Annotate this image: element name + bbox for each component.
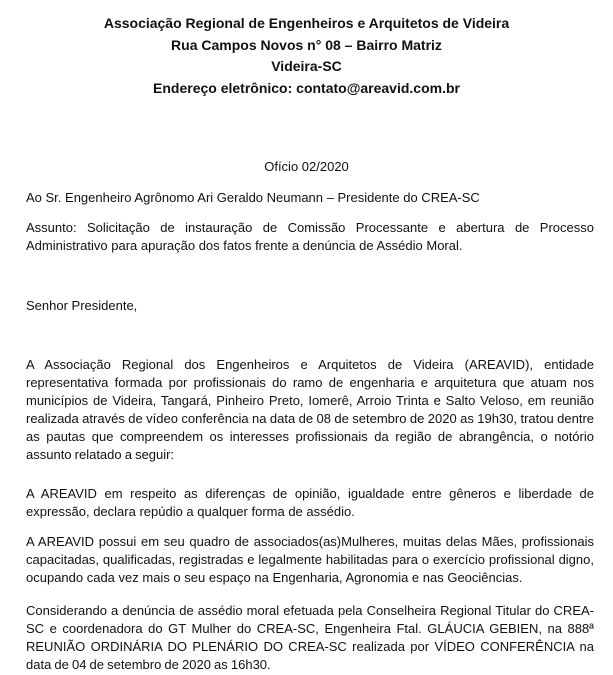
letter-number: Ofício 02/2020 <box>264 159 349 174</box>
association-address: Rua Campos Novos n° 08 – Bairro Matriz <box>171 36 442 53</box>
body-paragraph-4: Considerando a denúncia de assédio moral efetuada pela Conselheira Regional Titular do CREA-SC e coordenadora do GT Mulher do CREA-SC, Engenheira Ftal. GLÁUCIA GEBIEN, na 888ª REUNIÃO ORDINÁRIA DO PLENÁRIO DO CREA-SC realizada por VÍDEO CONFERÊNCIA na data de 04 de setembro de 2020 as 16h30. <box>26 603 594 672</box>
salutation: Senhor Presidente, <box>26 298 138 313</box>
letterhead <box>0 13 613 99</box>
addressee: Ao Sr. Engenheiro Agrônomo Ari Geraldo Neumann – Presidente do CREA-SC <box>26 190 480 205</box>
association-name: Associação Regional de Engenheiros e Arquitetos de Videira <box>103 15 510 31</box>
association-email: Endereço eletrônico: contato@areavid.com.br <box>153 79 460 96</box>
association-city: Videira-SC <box>271 58 342 74</box>
subject: Assunto: Solicitação de instauração de Comissão Processante e abertura de Processo Administrativo para apuração dos fatos frente a denúncia de Assédio Moral. <box>26 220 594 253</box>
body-paragraph-2: A AREAVID em respeito as diferenças de opinião, igualdade entre gêneros e liberdade de expressão, declara repúdio a qualquer forma de assédio. <box>26 486 594 519</box>
body-paragraph-3: A AREAVID possui em seu quadro de associados(as)Mulheres, muitas delas Mães, profissionais capacitadas, qualificadas, registradas e legalmente habilitadas para o exercício profissional digno, ocupando cada vez mais o seu espaço na Engenharia, Agronomia e nas Geociências. <box>26 534 594 585</box>
body-paragraph-1: A Associação Regional dos Engenheiros e Arquitetos de Videira (AREAVID), entidade representativa formada por profissionais do ramo de engenharia e arquitetura que atuam nos municípios de Videira, Tangará, Pinheiro Preto, Iomerê, Arroio Trinta e Salto Veloso, em reunião realizada através de vídeo conferência na data de 08 de setembro de 2020 as 19h30, tratou dentre as pautas que compreendem os interesses profissionais da região de abrangência, o notório assunto relatado a seguir: <box>26 357 594 462</box>
